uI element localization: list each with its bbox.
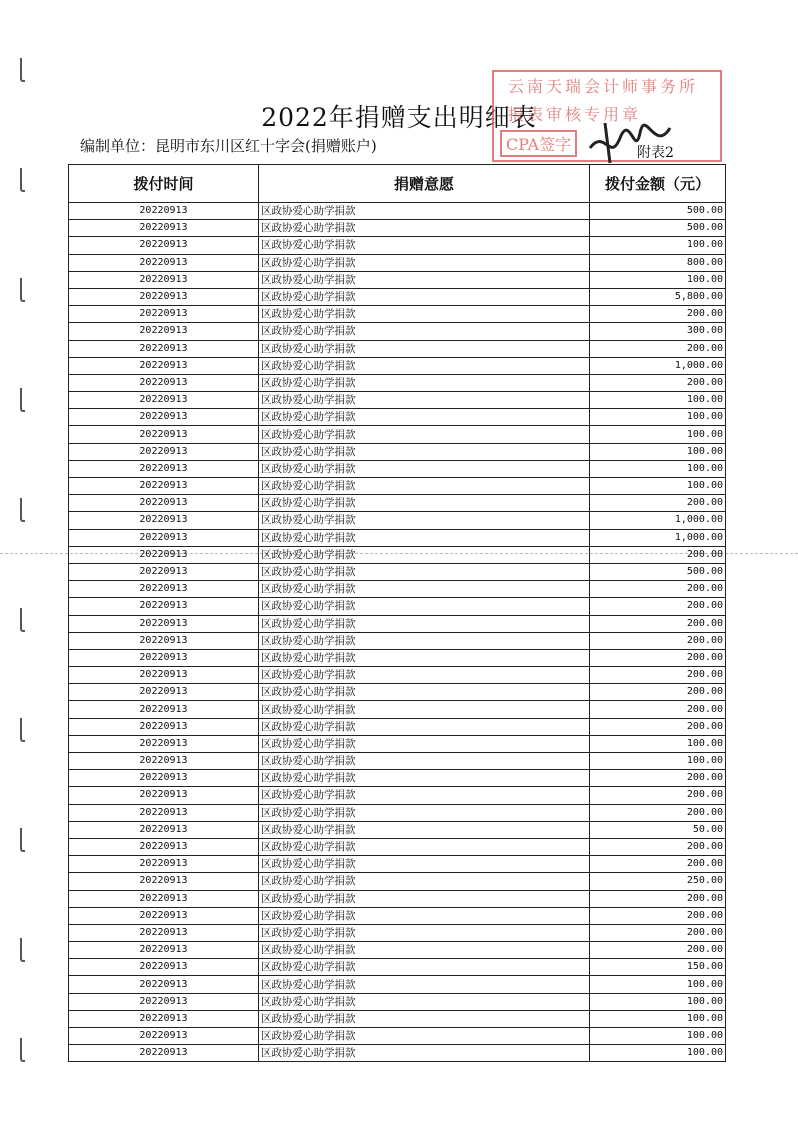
row-date: 20220913 xyxy=(69,1045,259,1062)
table-row xyxy=(69,254,726,271)
header-purpose: 捐赠意愿 xyxy=(259,165,590,203)
row-amount: 100.00 xyxy=(590,443,726,460)
row-purpose: 区政协爱心助学捐款 xyxy=(259,478,590,495)
binder-mark xyxy=(20,938,25,962)
row-date: 20220913 xyxy=(69,581,259,598)
table-row xyxy=(69,581,726,598)
row-date: 20220913 xyxy=(69,667,259,684)
row-date: 20220913 xyxy=(69,924,259,941)
table-row xyxy=(69,615,726,632)
table-row xyxy=(69,1010,726,1027)
row-purpose: 区政协爱心助学捐款 xyxy=(259,976,590,993)
row-purpose: 区政协爱心助学捐款 xyxy=(259,512,590,529)
row-date: 20220913 xyxy=(69,718,259,735)
row-amount: 200.00 xyxy=(590,667,726,684)
table-row xyxy=(69,976,726,993)
table-row xyxy=(69,306,726,323)
row-date: 20220913 xyxy=(69,443,259,460)
row-date: 20220913 xyxy=(69,976,259,993)
row-amount: 200.00 xyxy=(590,770,726,787)
table-row xyxy=(69,890,726,907)
row-amount: 100.00 xyxy=(590,478,726,495)
table-row xyxy=(69,357,726,374)
stamp-line-1: 云南天瑞会计师事务所 xyxy=(508,77,699,96)
row-purpose: 区政协爱心助学捐款 xyxy=(259,890,590,907)
row-amount: 100.00 xyxy=(590,1028,726,1045)
row-date: 20220913 xyxy=(69,220,259,237)
row-amount: 200.00 xyxy=(590,856,726,873)
table-row xyxy=(69,495,726,512)
row-date: 20220913 xyxy=(69,821,259,838)
row-date: 20220913 xyxy=(69,873,259,890)
row-amount: 200.00 xyxy=(590,581,726,598)
header-date: 拨付时间 xyxy=(69,165,259,203)
table-row xyxy=(69,460,726,477)
row-date: 20220913 xyxy=(69,632,259,649)
table-row xyxy=(69,856,726,873)
row-purpose: 区政协爱心助学捐款 xyxy=(259,667,590,684)
row-amount: 200.00 xyxy=(590,495,726,512)
row-date: 20220913 xyxy=(69,701,259,718)
table-row xyxy=(69,237,726,254)
row-purpose: 区政协爱心助学捐款 xyxy=(259,254,590,271)
header-amount: 拨付金额（元） xyxy=(590,165,726,203)
row-purpose: 区政协爱心助学捐款 xyxy=(259,357,590,374)
table-row xyxy=(69,563,726,580)
row-date: 20220913 xyxy=(69,598,259,615)
table-row xyxy=(69,598,726,615)
row-amount: 200.00 xyxy=(590,804,726,821)
row-date: 20220913 xyxy=(69,409,259,426)
row-amount: 100.00 xyxy=(590,460,726,477)
row-purpose: 区政协爱心助学捐款 xyxy=(259,684,590,701)
table-row xyxy=(69,426,726,443)
row-amount: 500.00 xyxy=(590,220,726,237)
row-date: 20220913 xyxy=(69,254,259,271)
row-purpose: 区政协爱心助学捐款 xyxy=(259,770,590,787)
row-amount: 1,000.00 xyxy=(590,512,726,529)
row-purpose: 区政协爱心助学捐款 xyxy=(259,873,590,890)
row-date: 20220913 xyxy=(69,512,259,529)
row-amount: 500.00 xyxy=(590,563,726,580)
row-date: 20220913 xyxy=(69,804,259,821)
row-purpose: 区政协爱心助学捐款 xyxy=(259,735,590,752)
row-date: 20220913 xyxy=(69,478,259,495)
row-date: 20220913 xyxy=(69,306,259,323)
row-purpose: 区政协爱心助学捐款 xyxy=(259,804,590,821)
row-purpose: 区政协爱心助学捐款 xyxy=(259,237,590,254)
binder-mark xyxy=(20,718,25,742)
handwritten-signature xyxy=(585,118,675,168)
row-purpose: 区政协爱心助学捐款 xyxy=(259,203,590,220)
row-amount: 200.00 xyxy=(590,340,726,357)
row-amount: 200.00 xyxy=(590,942,726,959)
row-amount: 250.00 xyxy=(590,873,726,890)
row-date: 20220913 xyxy=(69,753,259,770)
row-purpose: 区政协爱心助学捐款 xyxy=(259,718,590,735)
row-date: 20220913 xyxy=(69,546,259,563)
binder-mark xyxy=(20,278,25,302)
row-purpose: 区政协爱心助学捐款 xyxy=(259,546,590,563)
row-amount: 100.00 xyxy=(590,409,726,426)
table-row xyxy=(69,220,726,237)
row-date: 20220913 xyxy=(69,735,259,752)
row-purpose: 区政协爱心助学捐款 xyxy=(259,942,590,959)
table-row xyxy=(69,959,726,976)
row-purpose: 区政协爱心助学捐款 xyxy=(259,821,590,838)
row-amount: 200.00 xyxy=(590,701,726,718)
row-date: 20220913 xyxy=(69,203,259,220)
row-amount: 1,000.00 xyxy=(590,357,726,374)
binder-mark xyxy=(20,498,25,522)
row-date: 20220913 xyxy=(69,357,259,374)
row-amount: 5,800.00 xyxy=(590,288,726,305)
row-date: 20220913 xyxy=(69,1010,259,1027)
row-amount: 200.00 xyxy=(590,306,726,323)
row-purpose: 区政协爱心助学捐款 xyxy=(259,787,590,804)
table-row xyxy=(69,529,726,546)
row-amount: 100.00 xyxy=(590,392,726,409)
table-row xyxy=(69,873,726,890)
binder-mark xyxy=(20,828,25,852)
table-row xyxy=(69,1028,726,1045)
row-purpose: 区政协爱心助学捐款 xyxy=(259,271,590,288)
table-row xyxy=(69,821,726,838)
row-date: 20220913 xyxy=(69,288,259,305)
row-date: 20220913 xyxy=(69,993,259,1010)
row-amount: 100.00 xyxy=(590,753,726,770)
row-purpose: 区政协爱心助学捐款 xyxy=(259,443,590,460)
row-purpose: 区政协爱心助学捐款 xyxy=(259,649,590,666)
table-header-row xyxy=(69,165,726,203)
row-amount: 200.00 xyxy=(590,907,726,924)
row-purpose: 区政协爱心助学捐款 xyxy=(259,288,590,305)
row-purpose: 区政协爱心助学捐款 xyxy=(259,374,590,391)
row-amount: 200.00 xyxy=(590,649,726,666)
table-row xyxy=(69,271,726,288)
row-date: 20220913 xyxy=(69,856,259,873)
row-purpose: 区政协爱心助学捐款 xyxy=(259,340,590,357)
row-purpose: 区政协爱心助学捐款 xyxy=(259,323,590,340)
row-amount: 200.00 xyxy=(590,838,726,855)
stamp-line-2: 报表审核专用章 xyxy=(508,105,642,124)
row-date: 20220913 xyxy=(69,770,259,787)
row-purpose: 区政协爱心助学捐款 xyxy=(259,1010,590,1027)
table-row xyxy=(69,838,726,855)
table-row xyxy=(69,907,726,924)
row-date: 20220913 xyxy=(69,787,259,804)
table-row xyxy=(69,993,726,1010)
row-purpose: 区政协爱心助学捐款 xyxy=(259,1045,590,1062)
row-purpose: 区政协爱心助学捐款 xyxy=(259,563,590,580)
row-date: 20220913 xyxy=(69,426,259,443)
row-amount: 200.00 xyxy=(590,924,726,941)
row-purpose: 区政协爱心助学捐款 xyxy=(259,529,590,546)
row-amount: 100.00 xyxy=(590,1045,726,1062)
row-amount: 200.00 xyxy=(590,684,726,701)
row-purpose: 区政协爱心助学捐款 xyxy=(259,495,590,512)
table-row xyxy=(69,735,726,752)
table-row xyxy=(69,288,726,305)
row-amount: 200.00 xyxy=(590,890,726,907)
row-amount: 100.00 xyxy=(590,976,726,993)
row-date: 20220913 xyxy=(69,374,259,391)
table-row xyxy=(69,924,726,941)
table-row xyxy=(69,409,726,426)
row-date: 20220913 xyxy=(69,907,259,924)
row-date: 20220913 xyxy=(69,838,259,855)
table-row xyxy=(69,392,726,409)
row-amount: 300.00 xyxy=(590,323,726,340)
row-amount: 100.00 xyxy=(590,426,726,443)
row-purpose: 区政协爱心助学捐款 xyxy=(259,426,590,443)
row-amount: 200.00 xyxy=(590,598,726,615)
binder-mark xyxy=(20,608,25,632)
row-amount: 200.00 xyxy=(590,546,726,563)
table-row xyxy=(69,753,726,770)
table-row xyxy=(69,478,726,495)
document-title: 2022年捐赠支出明细表 xyxy=(261,103,537,132)
row-amount: 100.00 xyxy=(590,993,726,1010)
donation-table xyxy=(68,164,726,1062)
table-row xyxy=(69,787,726,804)
row-date: 20220913 xyxy=(69,529,259,546)
table-row xyxy=(69,323,726,340)
row-amount: 100.00 xyxy=(590,735,726,752)
binder-mark xyxy=(20,388,25,412)
row-purpose: 区政协爱心助学捐款 xyxy=(259,924,590,941)
row-date: 20220913 xyxy=(69,392,259,409)
row-purpose: 区政协爱心助学捐款 xyxy=(259,460,590,477)
row-amount: 200.00 xyxy=(590,718,726,735)
row-purpose: 区政协爱心助学捐款 xyxy=(259,306,590,323)
row-amount: 200.00 xyxy=(590,374,726,391)
row-amount: 100.00 xyxy=(590,237,726,254)
row-amount: 200.00 xyxy=(590,787,726,804)
row-date: 20220913 xyxy=(69,237,259,254)
row-purpose: 区政协爱心助学捐款 xyxy=(259,838,590,855)
row-purpose: 区政协爱心助学捐款 xyxy=(259,632,590,649)
binder-mark xyxy=(20,168,25,192)
row-date: 20220913 xyxy=(69,323,259,340)
row-purpose: 区政协爱心助学捐款 xyxy=(259,1028,590,1045)
row-purpose: 区政协爱心助学捐款 xyxy=(259,753,590,770)
table-row xyxy=(69,443,726,460)
annex-label: 附表2 xyxy=(637,145,674,161)
table-row xyxy=(69,632,726,649)
row-purpose: 区政协爱心助学捐款 xyxy=(259,907,590,924)
table-row xyxy=(69,804,726,821)
row-date: 20220913 xyxy=(69,495,259,512)
row-purpose: 区政协爱心助学捐款 xyxy=(259,856,590,873)
table-row xyxy=(69,701,726,718)
row-amount: 200.00 xyxy=(590,632,726,649)
row-date: 20220913 xyxy=(69,460,259,477)
table-row xyxy=(69,649,726,666)
row-date: 20220913 xyxy=(69,890,259,907)
row-amount: 100.00 xyxy=(590,1010,726,1027)
row-purpose: 区政协爱心助学捐款 xyxy=(259,220,590,237)
binder-mark xyxy=(20,58,25,82)
row-date: 20220913 xyxy=(69,649,259,666)
row-date: 20220913 xyxy=(69,959,259,976)
row-purpose: 区政协爱心助学捐款 xyxy=(259,409,590,426)
table-row xyxy=(69,770,726,787)
table-row xyxy=(69,684,726,701)
table-row xyxy=(69,340,726,357)
organization-unit: 编制单位：昆明市东川区红十字会(捐赠账户) xyxy=(80,137,377,155)
row-amount: 100.00 xyxy=(590,271,726,288)
row-amount: 200.00 xyxy=(590,615,726,632)
row-amount: 1,000.00 xyxy=(590,529,726,546)
row-purpose: 区政协爱心助学捐款 xyxy=(259,615,590,632)
table-row xyxy=(69,203,726,220)
row-purpose: 区政协爱心助学捐款 xyxy=(259,959,590,976)
row-purpose: 区政协爱心助学捐款 xyxy=(259,392,590,409)
row-amount: 150.00 xyxy=(590,959,726,976)
row-date: 20220913 xyxy=(69,942,259,959)
table-row xyxy=(69,667,726,684)
table-row xyxy=(69,1045,726,1062)
table-row xyxy=(69,718,726,735)
row-purpose: 区政协爱心助学捐款 xyxy=(259,993,590,1010)
table-row xyxy=(69,546,726,563)
row-date: 20220913 xyxy=(69,615,259,632)
row-date: 20220913 xyxy=(69,684,259,701)
table-row xyxy=(69,374,726,391)
row-purpose: 区政协爱心助学捐款 xyxy=(259,598,590,615)
row-purpose: 区政协爱心助学捐款 xyxy=(259,581,590,598)
binder-mark xyxy=(20,1038,25,1062)
row-date: 20220913 xyxy=(69,563,259,580)
row-purpose: 区政协爱心助学捐款 xyxy=(259,701,590,718)
table-row xyxy=(69,512,726,529)
row-amount: 800.00 xyxy=(590,254,726,271)
row-amount: 500.00 xyxy=(590,203,726,220)
table-row xyxy=(69,942,726,959)
stamp-line-3: CPA签字 xyxy=(500,130,577,157)
row-date: 20220913 xyxy=(69,1028,259,1045)
row-amount: 50.00 xyxy=(590,821,726,838)
row-date: 20220913 xyxy=(69,340,259,357)
row-date: 20220913 xyxy=(69,271,259,288)
